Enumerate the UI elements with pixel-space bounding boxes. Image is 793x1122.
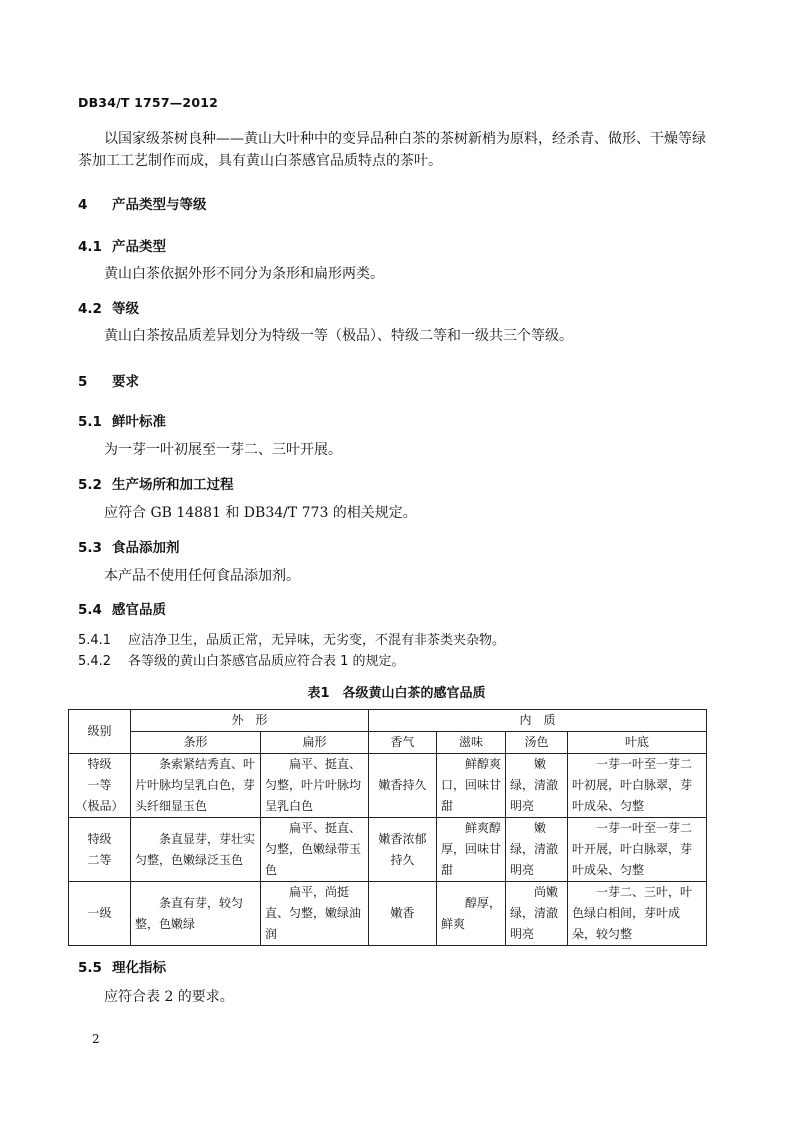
header-strip: 条形 xyxy=(131,732,261,754)
table-row xyxy=(69,882,707,946)
cell-taste: 醇厚，鲜爽 xyxy=(437,882,506,946)
clause-5-4-1 xyxy=(78,629,505,648)
cell-flat: 扁平、挺直、匀整，色嫩绿带玉色 xyxy=(261,818,369,882)
section-4-2-heading xyxy=(78,297,139,317)
clause-5-4-2-text: 各等级的黄山白茶感官品质应符合表 1 的规定。 xyxy=(128,654,405,669)
header-aroma: 香气 xyxy=(369,732,437,754)
section-5-2-heading xyxy=(78,473,234,493)
header-taste: 滋味 xyxy=(437,732,506,754)
section-4-1-title: 产品类型 xyxy=(112,239,166,255)
table-1-sensory-quality xyxy=(68,709,707,946)
cell-strip: 条索紧结秀直、叶片叶脉均呈乳白色，芽头纤细显玉色 xyxy=(131,754,261,818)
cell-grade: 特级 二等 xyxy=(69,818,131,882)
header-leaf-base: 叶底 xyxy=(568,732,707,754)
page-number: 2 xyxy=(92,1032,100,1046)
section-5-5-title: 理化指标 xyxy=(112,960,166,976)
section-5-4-title: 感官品质 xyxy=(112,602,166,618)
section-5-5-heading xyxy=(78,956,166,976)
intro-line-2: 茶加工工艺制作而成，具有黄山白茶感官品质特点的茶叶。 xyxy=(78,153,442,169)
header-appearance: 外 形 xyxy=(131,710,369,732)
section-4-1-heading xyxy=(78,235,166,255)
section-4-number: 4 xyxy=(78,197,88,213)
cell-grade: 特级 一等 （极品） xyxy=(69,754,131,818)
header-flat: 扁形 xyxy=(261,732,369,754)
cell-liquor-color: 尚嫩绿，清澈明亮 xyxy=(506,882,568,946)
cell-taste: 鲜爽醇厚，回味甘甜 xyxy=(437,818,506,882)
section-4-2-text: 黄山白茶按品质差异划分为特级一等（极品）、特级二等和一级共三个等级。 xyxy=(104,328,573,344)
table-header-row-2 xyxy=(69,732,707,754)
cell-leaf-base: 一芽二、三叶，叶色绿白相间，芽叶成朵，较匀整 xyxy=(568,882,707,946)
table-row xyxy=(69,754,707,818)
cell-taste: 鲜醇爽口，回味甘甜 xyxy=(437,754,506,818)
section-5-3-title: 食品添加剂 xyxy=(112,540,180,556)
section-5-number: 5 xyxy=(78,374,88,390)
section-5-title: 要求 xyxy=(112,374,139,390)
section-5-3-text: 本产品不使用任何食品添加剂。 xyxy=(104,568,300,584)
clause-5-4-2-number: 5.4.2 xyxy=(78,654,112,669)
section-4-1-text: 黄山白茶依据外形不同分为条形和扁形两类。 xyxy=(104,266,384,282)
section-5-4-number: 5.4 xyxy=(78,602,102,618)
cell-leaf-base: 一芽一叶至一芽二叶开展，叶白脉翠，芽叶成朵、匀整 xyxy=(568,818,707,882)
cell-strip: 条直有芽，较匀整，色嫩绿 xyxy=(131,882,261,946)
cell-flat: 扁平，尚挺直、匀整，嫩绿油润 xyxy=(261,882,369,946)
section-5-1-text: 为一芽一叶初展至一芽二、三叶开展。 xyxy=(104,442,342,458)
section-5-heading xyxy=(78,370,139,390)
clause-5-4-2 xyxy=(78,650,405,669)
section-5-3-heading xyxy=(78,536,180,556)
cell-grade: 一级 xyxy=(69,882,131,946)
section-5-2-text: 应符合 GB 14881 和 DB34/T 773 的相关规定。 xyxy=(104,505,417,521)
section-4-1-number: 4.1 xyxy=(78,239,102,255)
table-1-caption: 表1 各级黄山白茶的感官品质 xyxy=(307,686,486,701)
section-5-1-title: 鲜叶标准 xyxy=(112,414,166,430)
section-5-2-title: 生产场所和加工过程 xyxy=(112,477,234,493)
header-liquor-color: 汤色 xyxy=(506,732,568,754)
section-5-3-number: 5.3 xyxy=(78,540,102,556)
clause-5-4-1-number: 5.4.1 xyxy=(78,633,112,648)
section-4-title: 产品类型与等级 xyxy=(112,197,207,213)
cell-aroma: 嫩香浓郁持久 xyxy=(369,818,437,882)
section-5-2-number: 5.2 xyxy=(78,477,102,493)
table-header-row-1 xyxy=(69,710,707,732)
section-5-5-text: 应符合表 2 的要求。 xyxy=(104,989,234,1005)
cell-liquor-color: 嫩绿，清澈明亮 xyxy=(506,754,568,818)
header-grade: 级别 xyxy=(69,710,131,754)
section-5-4-heading xyxy=(78,598,166,618)
cell-flat: 扁平、挺直、匀整，叶片叶脉均呈乳白色 xyxy=(261,754,369,818)
section-4-2-title: 等级 xyxy=(112,301,139,317)
section-5-1-heading xyxy=(78,410,166,430)
table-row xyxy=(69,818,707,882)
cell-aroma: 嫩香持久 xyxy=(369,754,437,818)
cell-leaf-base: 一芽一叶至一芽二叶初展，叶白脉翠，芽叶成朵、匀整 xyxy=(568,754,707,818)
document-code-header: DB34/T 1757—2012 xyxy=(78,95,219,110)
header-inner-quality: 内 质 xyxy=(369,710,707,732)
section-5-1-number: 5.1 xyxy=(78,414,102,430)
cell-aroma: 嫩香 xyxy=(369,882,437,946)
section-4-heading xyxy=(78,193,207,213)
cell-liquor-color: 嫩绿，清澈明亮 xyxy=(506,818,568,882)
cell-strip: 条直显芽，芽壮实匀整，色嫩绿泛玉色 xyxy=(131,818,261,882)
clause-5-4-1-text: 应洁净卫生，品质正常，无异味，无劣变，不混有非茶类夹杂物。 xyxy=(128,633,506,648)
section-4-2-number: 4.2 xyxy=(78,301,102,317)
section-5-5-number: 5.5 xyxy=(78,960,102,976)
intro-line-1: 以国家级茶树良种——黄山大叶种中的变异品种白茶的茶树新梢为原料，经杀青、做形、干燥等绿 xyxy=(104,131,706,147)
